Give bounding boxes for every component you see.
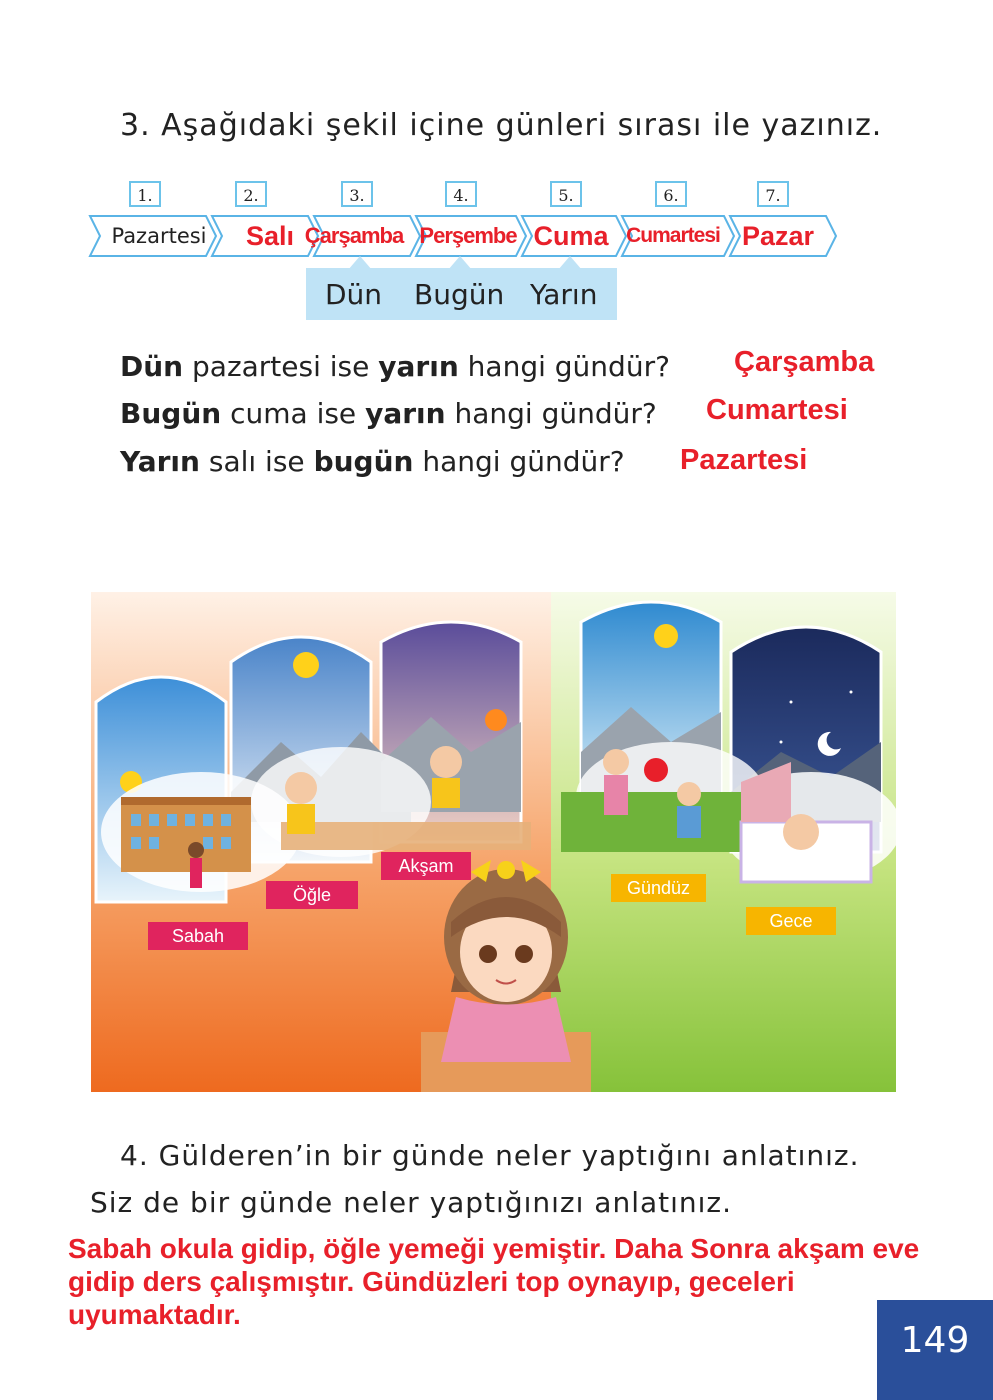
- label-evening: Akşam: [381, 852, 471, 880]
- question-line-1: Dün pazartesi ise yarın hangi gündür?: [120, 350, 670, 383]
- number-box: 2.: [235, 181, 267, 207]
- number-box: 4.: [445, 181, 477, 207]
- number-box: 3.: [341, 181, 373, 207]
- ref-word-tomorrow: Yarın: [530, 278, 598, 311]
- question-line-3: Yarın salı ise bugün hangi gündür?: [120, 445, 625, 478]
- label-night: Gece: [746, 907, 836, 935]
- day-saturday: Cumartesi: [626, 224, 720, 247]
- illustration-art: [91, 592, 896, 1092]
- question-4-line-1: 4. Gülderen’in bir günde neler yaptığını anlatınız.: [120, 1139, 860, 1172]
- day-thursday: Perşembe: [419, 223, 517, 248]
- day-tuesday: Salı: [245, 221, 295, 251]
- daily-routine-illustration: [91, 592, 896, 1092]
- question-3-title: 3. Aşağıdaki şekil içine günleri sırası ile yazınız.: [120, 108, 883, 143]
- number-box: 7.: [757, 181, 789, 207]
- answer-1: Çarşamba: [734, 346, 875, 378]
- number-box: 6.: [655, 181, 687, 207]
- answer-2: Cumartesi: [706, 394, 848, 426]
- label-morning: Sabah: [148, 922, 248, 950]
- answer-3: Pazartesi: [680, 444, 808, 476]
- number-box: 5.: [550, 181, 582, 207]
- ref-word-today: Bugün: [414, 278, 505, 311]
- day-friday: Cuma: [533, 221, 609, 251]
- reference-pointers: [340, 256, 600, 270]
- day-monday: Pazartesi: [111, 224, 207, 248]
- day-wednesday: Çarşamba: [304, 223, 404, 248]
- number-box: 1.: [129, 181, 161, 207]
- question-line-2: Bugün cuma ise yarın hangi gündür?: [120, 397, 657, 430]
- question-4-answer: Sabah okula gidip, öğle yemeği yemiştir. Daha Sonra akşam eve gidip ders çalışmıştır. Gündüzleri top oynayıp, geceleri uyumaktadır.: [68, 1233, 920, 1330]
- question-4-line-2: Siz de bir günde neler yaptığınızı anlatınız.: [90, 1186, 733, 1219]
- day-sunday: Pazar: [741, 221, 815, 251]
- ref-word-yesterday: Dün: [325, 278, 383, 311]
- label-daytime: Gündüz: [611, 874, 706, 902]
- label-noon: Öğle: [266, 881, 358, 909]
- page-number: 149: [877, 1300, 993, 1400]
